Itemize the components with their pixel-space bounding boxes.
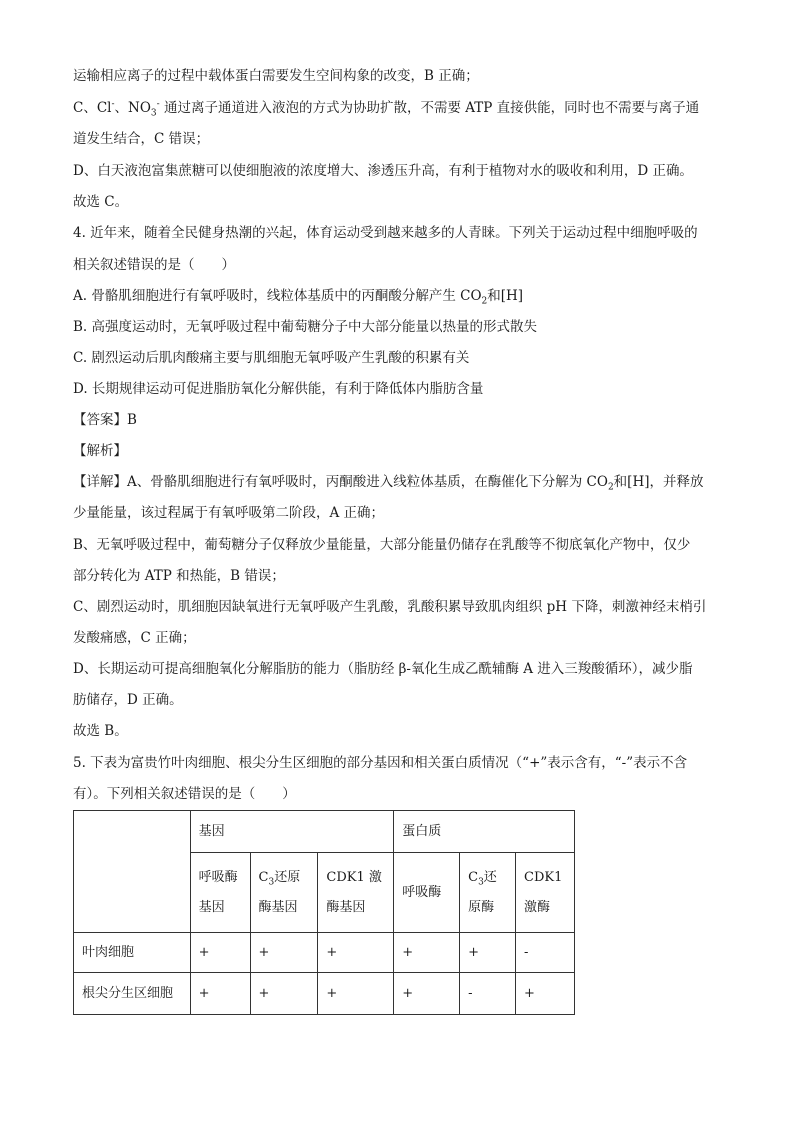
question-5-stem: 5. 下表为富贵竹叶肉细胞、根尖分生区细胞的部分基因和相关蛋白质情况（“+”表示含有，“-”表示不含: [73, 755, 688, 771]
table-row: [74, 973, 575, 1015]
table-cell: -: [460, 973, 516, 1015]
superscript: -: [156, 99, 160, 110]
group-header-gene: 基因: [190, 811, 394, 853]
detail-line: [73, 472, 703, 492]
header-text: 还: [483, 869, 497, 885]
detail-line: B、无氧呼吸过程中，葡萄糖分子仅释放少量能量，大部分能量仍储存在乳酸等不彻底氧化产物中，仅少: [73, 537, 691, 553]
header-text: CDK1: [524, 869, 563, 885]
table-header-row: [74, 811, 575, 853]
option-d: D. 长期规律运动可促进脂肪氧化分解供能，有利于降低体内脂肪含量: [73, 381, 484, 397]
table-corner-cell: [74, 811, 191, 933]
detail-line: 少量能量，该过程属于有氧呼吸第二阶段，A 正确；: [73, 505, 385, 521]
question-4-stem: 4. 近年来，随着全民健身热潮的兴起，体育运动受到越来越多的人青睐。下列关于运动过程中细胞呼吸的: [73, 225, 698, 241]
analysis-label: 【解析】: [73, 443, 127, 459]
table-row: [74, 933, 575, 973]
header-text: CDK1 激: [326, 869, 382, 885]
column-header: [516, 853, 575, 933]
table-cell: +: [190, 933, 250, 973]
text-span: C、Cl: [73, 100, 112, 116]
option-c: C. 剧烈运动后肌肉酸痛主要与肌细胞无氧呼吸产生乳酸的积累有关: [73, 350, 470, 366]
question-5-stem: 有）。下列相关叙述错误的是（ ）: [73, 786, 296, 802]
table-cell: +: [250, 933, 318, 973]
subscript: 3: [150, 108, 157, 119]
detail-line: 肪储存，D 正确。: [73, 692, 183, 708]
text-line: 道发生结合，C 错误；: [73, 131, 210, 147]
row-label: 根尖分生区细胞: [74, 973, 191, 1015]
gene-protein-table: [73, 810, 575, 1015]
header-text: 基因: [198, 899, 225, 915]
table-cell: +: [318, 973, 394, 1015]
subscript: 3: [268, 877, 275, 888]
detail-line: 故选 B。: [73, 723, 128, 739]
header-text: 呼吸酶: [198, 869, 238, 885]
subscript: 3: [478, 877, 484, 888]
text-span: 和[H]，并释放: [613, 474, 704, 490]
text-span: 、NO: [114, 100, 151, 116]
table-cell: +: [394, 933, 460, 973]
column-header: [460, 853, 516, 933]
detail-line: 发酸痛感，C 正确；: [73, 630, 196, 646]
table-cell: -: [516, 933, 575, 973]
table-cell: +: [250, 973, 318, 1015]
text-line: [73, 98, 699, 118]
header-text: 酶基因: [326, 899, 366, 915]
row-label: 叶肉细胞: [74, 933, 191, 973]
table-cell: +: [394, 973, 460, 1015]
text-line: 故选 C。: [73, 194, 129, 210]
subscript: 2: [607, 482, 614, 493]
column-header: 呼吸酶: [394, 853, 460, 933]
text-span: 通过离子通道进入液泡的方式为协助扩散，不需要 ATP 直接供能，同时也不需要与离子通: [159, 100, 700, 116]
header-text: C: [468, 869, 479, 885]
text-span: 和[H]: [487, 288, 524, 304]
option-b: B. 高强度运动时，无氧呼吸过程中葡萄糖分子中大部分能量以热量的形式散失: [73, 319, 538, 335]
detail-line: C、剧烈运动时，肌细胞因缺氧进行无氧呼吸产生乳酸，乳酸积累导致肌肉组织 pH 下降，刺激神经末梢引: [73, 599, 707, 615]
superscript: -: [111, 99, 115, 110]
header-text: 还原: [274, 869, 301, 885]
table-cell: +: [190, 973, 250, 1015]
column-header: [318, 853, 394, 933]
detail-line: D、长期运动可提高细胞氧化分解脂肪的能力（脂肪经 β-氧化生成乙酰辅酶 A 进入三羧酸循环），减少脂: [73, 661, 693, 677]
detail-line: 部分转化为 ATP 和热能，B 错误；: [73, 568, 285, 584]
table-cell: +: [318, 933, 394, 973]
column-header: [190, 853, 250, 933]
text-span: A. 骨骼肌细胞进行有氧呼吸时，线粒体基质中的丙酮酸分解产生 CO: [73, 288, 482, 304]
header-text: 酶基因: [258, 899, 298, 915]
text-line: 运输相应离子的过程中载体蛋白需要发生空间构象的改变，B 正确；: [73, 68, 479, 84]
option-a: [73, 286, 523, 306]
text-span: 【详解】A、骨骼肌细胞进行有氧呼吸时，丙酮酸进入线粒体基质，在酶催化下分解为 CO: [73, 474, 608, 490]
table-cell: +: [460, 933, 516, 973]
table-cell: +: [516, 973, 575, 1015]
text-line: D、白天液泡富集蔗糖可以使细胞液的浓度增大、渗透压升高，有利于植物对水的吸收和利用，D 正确。: [73, 163, 693, 179]
column-header: [250, 853, 318, 933]
header-text: C: [258, 869, 269, 885]
question-4-stem: 相关叙述错误的是（ ）: [73, 257, 235, 273]
group-header-protein: 蛋白质: [394, 811, 575, 853]
header-text: 原酶: [468, 899, 495, 915]
answer-label: 【答案】B: [73, 412, 137, 428]
header-text: 激酶: [524, 899, 551, 915]
subscript: 2: [481, 296, 488, 307]
